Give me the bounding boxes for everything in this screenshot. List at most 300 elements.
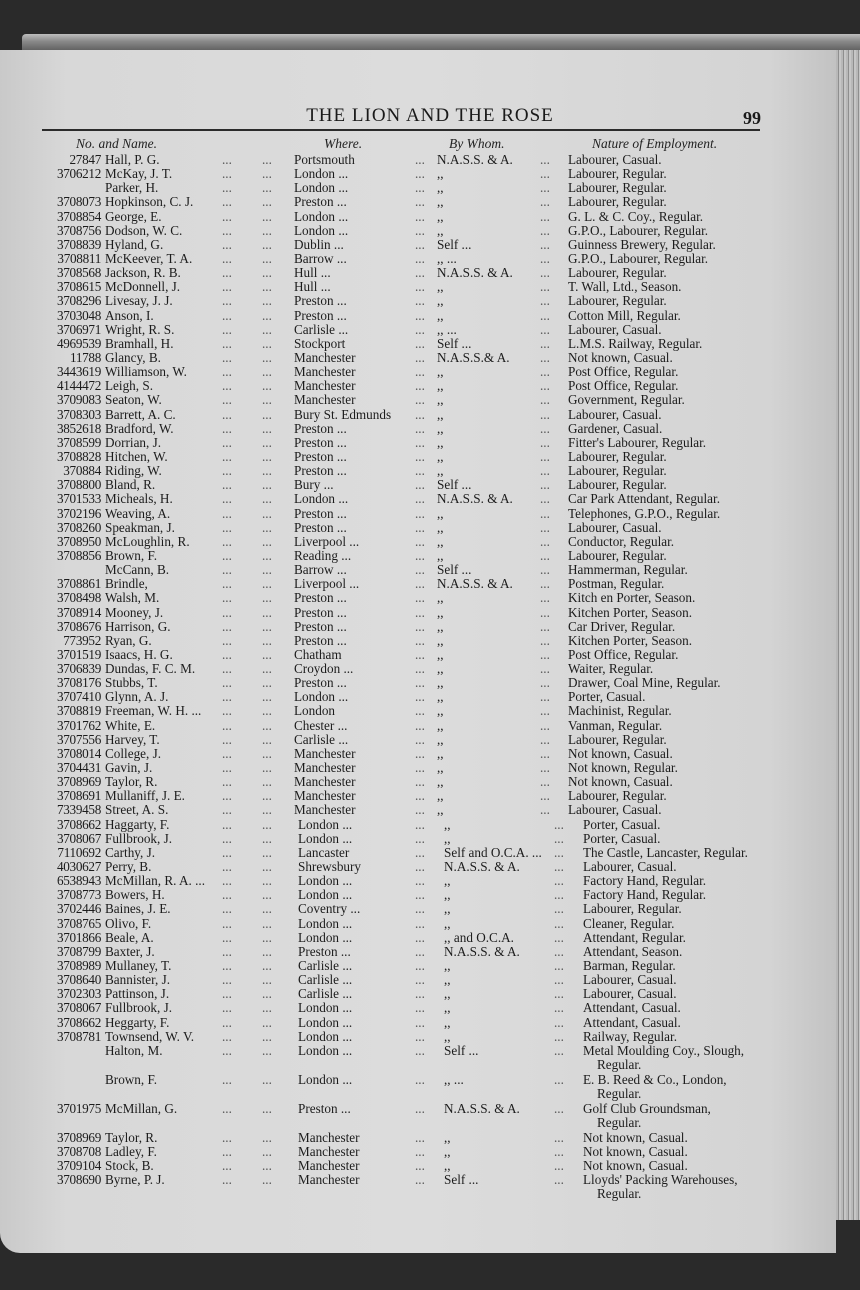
row-number: 4030627 (56, 859, 101, 875)
row-by-whom: ,, (437, 703, 444, 719)
leader-dots: ... (415, 1014, 425, 1030)
leader-dots: ... (262, 250, 272, 266)
table-row (0, 818, 860, 832)
row-nature-text: Factory Hand, Regular. (583, 873, 707, 889)
table-row (0, 210, 860, 224)
row-name: Walsh, M. (105, 590, 160, 606)
row-name: Glynn, A. J. (105, 689, 169, 705)
leader-dots: ... (554, 844, 564, 860)
leader-dots: ... (415, 703, 425, 719)
row-name: Williamson, W. (105, 364, 187, 380)
row-by-whom: ,, (437, 745, 444, 761)
row-name: Mooney, J. (105, 604, 164, 620)
row-name: McDonnell, J. (105, 279, 181, 295)
leader-dots: ... (540, 547, 550, 563)
row-nature-text: Labourer, Regular. (568, 448, 667, 464)
leader-dots: ... (540, 335, 550, 351)
row-number: 3708615 (56, 279, 101, 295)
leader-dots: ... (415, 1028, 425, 1044)
leader-dots: ... (554, 1144, 564, 1159)
leader-dots: ... (222, 788, 232, 804)
leader-dots: ... (415, 194, 425, 210)
table-row (0, 1159, 860, 1173)
leader-dots: ... (222, 349, 232, 365)
row-where: Manchester (294, 349, 356, 365)
row-nature-text: Labourer, Regular. (568, 180, 667, 196)
row-by-whom: ,, (437, 618, 444, 634)
leader-dots: ... (554, 958, 564, 974)
leader-dots: ... (222, 887, 232, 903)
row-by-whom: ,, (444, 1028, 451, 1044)
leader-dots: ... (554, 1071, 564, 1087)
row-nature-text: Labourer, Casual. (568, 802, 662, 818)
row-nature-text: Labourer, Casual. (568, 321, 662, 337)
row-nature-text: Attendant, Casual. (583, 1000, 681, 1016)
row-nature (583, 987, 677, 1001)
leader-dots: ... (415, 250, 425, 266)
leader-dots: ... (262, 349, 272, 365)
leader-dots: ... (540, 236, 550, 252)
row-where: Preston ... (294, 307, 347, 323)
row-number: 27847 (69, 152, 101, 167)
row-where: Manchester (294, 774, 356, 790)
leader-dots: ... (222, 1042, 232, 1058)
row-by-whom: ,, (437, 392, 444, 408)
leader-dots: ... (540, 420, 550, 436)
row-where: Shrewsbury (298, 859, 362, 875)
row-nature-text: Postman, Regular. (568, 576, 665, 592)
row-nature (568, 492, 720, 506)
table-row (0, 987, 860, 1001)
row-number: 3708950 (56, 533, 101, 549)
row-name: Fullbrook, J. (105, 830, 173, 846)
table-row (0, 1016, 860, 1030)
row-nature (568, 153, 662, 167)
leader-dots: ... (415, 618, 425, 634)
table-row (0, 959, 860, 973)
leader-dots: ... (415, 562, 425, 578)
leader-dots: ... (262, 802, 272, 818)
row-nature-text: Porter, Casual. (568, 689, 646, 705)
row-where: Preston ... (294, 194, 347, 210)
leader-dots: ... (540, 604, 550, 620)
leader-dots: ... (554, 816, 564, 832)
row-name: Bland, R. (105, 477, 156, 493)
leader-dots: ... (540, 774, 550, 790)
row-by-whom: N.A.S.S. & A. (437, 576, 513, 592)
row-nature (568, 803, 662, 817)
row-nature-text: Labourer, Casual. (583, 972, 677, 988)
row-by-whom: ,, (444, 887, 451, 903)
row-where: Carlisle ... (294, 731, 349, 747)
table-row (0, 549, 860, 563)
row-by-whom: N.A.S.S. & A. (437, 491, 513, 507)
row-by-whom: ,, ... (437, 250, 457, 266)
table-row (0, 917, 860, 931)
leader-dots: ... (415, 406, 425, 422)
row-number: 3708819 (56, 703, 101, 719)
leader-dots: ... (540, 590, 550, 606)
row-by-whom: ,, (437, 307, 444, 323)
leader-dots: ... (262, 958, 272, 974)
row-number: 3708296 (56, 293, 101, 309)
row-nature (583, 1044, 744, 1072)
row-nature (568, 606, 692, 620)
leader-dots: ... (222, 590, 232, 606)
row-nature-text: The Castle, Lancaster, Regular. (583, 844, 748, 860)
register-table (0, 153, 860, 1202)
row-name: White, E. (105, 717, 156, 733)
leader-dots: ... (415, 279, 425, 295)
row-where: Preston ... (294, 519, 347, 535)
leader-dots: ... (554, 1014, 564, 1030)
row-where: London ... (294, 208, 349, 224)
row-where: Barrow ... (294, 250, 347, 266)
leader-dots: ... (262, 1028, 272, 1044)
row-by-whom: ,, (437, 590, 444, 606)
row-where: London ... (298, 915, 353, 931)
leader-dots: ... (222, 279, 232, 295)
row-number: 3706839 (56, 661, 101, 677)
row-nature-text: Labourer, Casual. (568, 519, 662, 535)
table-row (0, 648, 860, 662)
row-number: 3701762 (56, 717, 101, 733)
row-name: Isaacs, H. G. (105, 646, 173, 662)
row-name: Hopkinson, C. J. (105, 194, 194, 210)
row-number: 3708691 (56, 788, 101, 804)
row-by-whom: N.A.S.S. & A. (437, 152, 513, 167)
row-nature-text: Labourer, Regular. (568, 788, 667, 804)
leader-dots: ... (262, 844, 272, 860)
row-number: 7110692 (57, 844, 101, 860)
row-nature (568, 620, 675, 634)
leader-dots: ... (222, 222, 232, 238)
row-nature-text: G. L. & C. Coy., Regular. (568, 208, 704, 224)
row-by-whom: ,, (437, 420, 444, 436)
row-by-whom: ,, (444, 1144, 451, 1159)
row-by-whom: ,, (444, 816, 451, 832)
leader-dots: ... (540, 166, 550, 182)
leader-dots: ... (415, 1144, 425, 1159)
leader-dots: ... (222, 1158, 232, 1174)
leader-dots: ... (554, 830, 564, 846)
leader-dots: ... (222, 293, 232, 309)
row-name: Riding, W. (105, 463, 162, 479)
row-by-whom: ,, (437, 646, 444, 662)
row-number: 3708640 (56, 972, 101, 988)
row-by-whom: ,, (444, 873, 451, 889)
row-by-whom: ,, (437, 774, 444, 790)
row-name: Dodson, W. C. (105, 222, 183, 238)
row-nature-text: Cotton Mill, Regular. (568, 307, 681, 323)
row-nature (568, 733, 667, 747)
leader-dots: ... (222, 675, 232, 691)
leader-dots: ... (222, 1172, 232, 1188)
leader-dots: ... (540, 463, 550, 479)
leader-dots: ... (222, 208, 232, 224)
row-nature (568, 775, 673, 789)
leader-dots: ... (540, 307, 550, 323)
row-name: Dorrian, J. (105, 434, 162, 450)
row-number: 773952 (63, 632, 101, 648)
leader-dots: ... (415, 915, 425, 931)
leader-dots: ... (415, 1172, 425, 1188)
row-number: 3706971 (56, 321, 101, 337)
row-by-whom: ,, (437, 632, 444, 648)
row-nature (583, 1131, 688, 1145)
row-nature (568, 337, 702, 351)
table-row (0, 521, 860, 535)
leader-dots: ... (222, 562, 232, 578)
leader-dots: ... (262, 590, 272, 606)
row-where: Preston ... (294, 293, 347, 309)
row-by-whom: ,, (444, 1014, 451, 1030)
row-nature-text: Kitchen Porter, Season. (568, 604, 692, 620)
row-by-whom: ,, (444, 830, 451, 846)
row-name: Hall, P. G. (105, 152, 160, 167)
row-number: 4969539 (56, 335, 101, 351)
leader-dots: ... (554, 887, 564, 903)
table-row (0, 803, 860, 817)
row-nature-text: Labourer, Regular. (568, 166, 667, 182)
row-where: Preston ... (294, 420, 347, 436)
leader-dots: ... (540, 448, 550, 464)
leader-dots: ... (415, 477, 425, 493)
row-by-whom: Self ... (444, 1172, 479, 1188)
row-nature (583, 874, 706, 888)
leader-dots: ... (415, 887, 425, 903)
leader-dots: ... (222, 166, 232, 182)
row-nature (568, 549, 667, 563)
leader-dots: ... (415, 1100, 425, 1116)
table-row (0, 294, 860, 308)
leader-dots: ... (554, 873, 564, 889)
leader-dots: ... (222, 434, 232, 450)
row-where: Preston ... (294, 463, 347, 479)
row-name: McLoughlin, R. (105, 533, 190, 549)
row-number: 3708708 (56, 1144, 101, 1159)
leader-dots: ... (262, 265, 272, 281)
table-row (0, 931, 860, 945)
leader-dots: ... (540, 576, 550, 592)
leader-dots: ... (222, 1014, 232, 1030)
row-by-whom: ,, (437, 434, 444, 450)
row-nature-text: Attendant, Regular. (583, 929, 686, 945)
row-number: 3708969 (56, 774, 101, 790)
row-name: Bramhall, H. (105, 335, 174, 351)
leader-dots: ... (415, 689, 425, 705)
table-row (0, 846, 860, 860)
row-number: 3708498 (56, 590, 101, 606)
row-by-whom: ,, (437, 448, 444, 464)
row-by-whom: Self ... (444, 1042, 479, 1058)
leader-dots: ... (222, 392, 232, 408)
column-header-no-and-name: No. and Name. (76, 136, 157, 151)
row-nature (568, 577, 664, 591)
leader-dots: ... (540, 293, 550, 309)
leader-dots: ... (262, 943, 272, 959)
table-row (0, 1001, 860, 1015)
table-row (0, 945, 860, 959)
leader-dots: ... (540, 760, 550, 776)
row-nature-text: E. B. Reed & Co., London, (583, 1071, 727, 1087)
row-where: Coventry ... (298, 901, 361, 917)
row-name: Seaton, W. (105, 392, 162, 408)
row-by-whom: ,, (444, 972, 451, 988)
row-where: Manchester (298, 1172, 360, 1188)
leader-dots: ... (222, 618, 232, 634)
row-where: Preston ... (298, 943, 351, 959)
row-nature (568, 280, 681, 294)
row-nature-text: Labourer, Regular. (568, 463, 667, 479)
leader-dots: ... (222, 774, 232, 790)
row-by-whom: ,, and O.C.A. (444, 929, 514, 945)
row-by-whom: ,, (444, 986, 451, 1002)
leader-dots: ... (540, 349, 550, 365)
row-name: Harrison, G. (105, 618, 171, 634)
row-by-whom: ,, (437, 802, 444, 818)
row-name: Dundas, F. C. M. (105, 661, 196, 677)
leader-dots: ... (540, 689, 550, 705)
row-number: 3708854 (56, 208, 101, 224)
row-number: 3708799 (56, 943, 101, 959)
row-nature (583, 1030, 677, 1044)
row-nature-text: Labourer, Casual. (583, 986, 677, 1002)
row-nature (568, 450, 667, 464)
row-nature-text: Golf Club Groundsman, (583, 1100, 711, 1116)
row-name: Bannister, J. (105, 972, 171, 988)
row-where: Lancaster (298, 844, 350, 860)
row-nature-text: Porter, Casual. (583, 830, 661, 846)
row-nature (568, 195, 667, 209)
row-by-whom: ,, (437, 788, 444, 804)
row-nature-text: Labourer, Regular. (568, 547, 667, 563)
row-name: Townsend, W. V. (105, 1028, 195, 1044)
row-name: McKeever, T. A. (105, 250, 193, 266)
row-name: Baines, J. E. (105, 901, 171, 917)
row-number: 3708856 (56, 547, 101, 563)
leader-dots: ... (415, 901, 425, 917)
leader-dots: ... (222, 943, 232, 959)
table-row (0, 323, 860, 337)
leader-dots: ... (415, 505, 425, 521)
leader-dots: ... (262, 731, 272, 747)
row-by-whom: Self ... (437, 236, 472, 252)
leader-dots: ... (540, 661, 550, 677)
table-row (0, 507, 860, 521)
leader-dots: ... (262, 434, 272, 450)
row-where: Preston ... (294, 618, 347, 634)
row-where: Reading ... (294, 547, 352, 563)
leader-dots: ... (262, 830, 272, 846)
leader-dots: ... (415, 1129, 425, 1145)
row-number: 3709083 (56, 392, 101, 408)
row-name: Stubbs, T. (105, 675, 158, 691)
leader-dots: ... (415, 448, 425, 464)
table-row (0, 662, 860, 676)
leader-dots: ... (262, 745, 272, 761)
leader-dots: ... (415, 547, 425, 563)
row-nature (583, 1016, 681, 1030)
leader-dots: ... (262, 463, 272, 479)
table-row (0, 153, 860, 167)
row-name: McMillan, R. A. ... (105, 873, 206, 889)
row-where: Barrow ... (294, 562, 347, 578)
row-nature-continuation: Regular. (597, 1114, 642, 1130)
row-nature (568, 323, 662, 337)
leader-dots: ... (262, 901, 272, 917)
leader-dots: ... (554, 972, 564, 988)
table-row (0, 775, 860, 789)
leader-dots: ... (415, 604, 425, 620)
row-where: London ... (294, 166, 349, 182)
leader-dots: ... (222, 519, 232, 535)
leader-dots: ... (262, 1172, 272, 1188)
table-row (0, 478, 860, 492)
page-number: 99 (743, 108, 761, 128)
row-number: 3707410 (56, 689, 101, 705)
leader-dots: ... (262, 929, 272, 945)
column-header-by-whom: By Whom. (449, 136, 505, 151)
table-row (0, 733, 860, 747)
table-row (0, 351, 860, 365)
leader-dots: ... (540, 477, 550, 493)
leader-dots: ... (415, 816, 425, 832)
table-row (0, 365, 860, 379)
leader-dots: ... (222, 463, 232, 479)
row-nature-text: Labourer, Regular. (568, 477, 667, 493)
row-name: Halton, M. (105, 1042, 163, 1058)
table-row (0, 577, 860, 591)
leader-dots: ... (222, 915, 232, 931)
row-nature (583, 1173, 738, 1201)
row-nature-text: Conductor, Regular. (568, 533, 675, 549)
leader-dots: ... (262, 519, 272, 535)
leader-dots: ... (262, 378, 272, 394)
row-where: London ... (298, 929, 353, 945)
row-where: London ... (298, 873, 353, 889)
leader-dots: ... (540, 717, 550, 733)
leader-dots: ... (262, 562, 272, 578)
row-where: Manchester (294, 392, 356, 408)
leader-dots: ... (262, 859, 272, 875)
row-name: Brown, F. (105, 547, 158, 563)
leader-dots: ... (222, 745, 232, 761)
row-by-whom: ,, (437, 378, 444, 394)
row-nature-text: Car Park Attendant, Regular. (568, 491, 720, 507)
leader-dots: ... (222, 1100, 232, 1116)
row-nature-text: Car Driver, Regular. (568, 618, 676, 634)
leader-dots: ... (222, 703, 232, 719)
row-nature (583, 888, 706, 902)
row-number: 3708969 (56, 1129, 101, 1145)
row-name: Harvey, T. (105, 731, 160, 747)
leader-dots: ... (222, 576, 232, 592)
row-nature-text: G.P.O., Labourer, Regular. (568, 222, 709, 238)
leader-dots: ... (222, 420, 232, 436)
row-nature (568, 789, 667, 803)
leader-dots: ... (222, 406, 232, 422)
row-nature-text: Labourer, Regular. (568, 731, 667, 747)
running-title: THE LION AND THE ROSE (306, 105, 554, 126)
row-where: Hull ... (294, 265, 331, 281)
row-nature-continuation: Regular. (597, 1186, 642, 1202)
leader-dots: ... (262, 448, 272, 464)
leader-dots: ... (222, 717, 232, 733)
row-nature-text: Guinness Brewery, Regular. (568, 236, 716, 252)
row-where: London ... (294, 491, 349, 507)
row-number: 3704431 (56, 760, 101, 776)
